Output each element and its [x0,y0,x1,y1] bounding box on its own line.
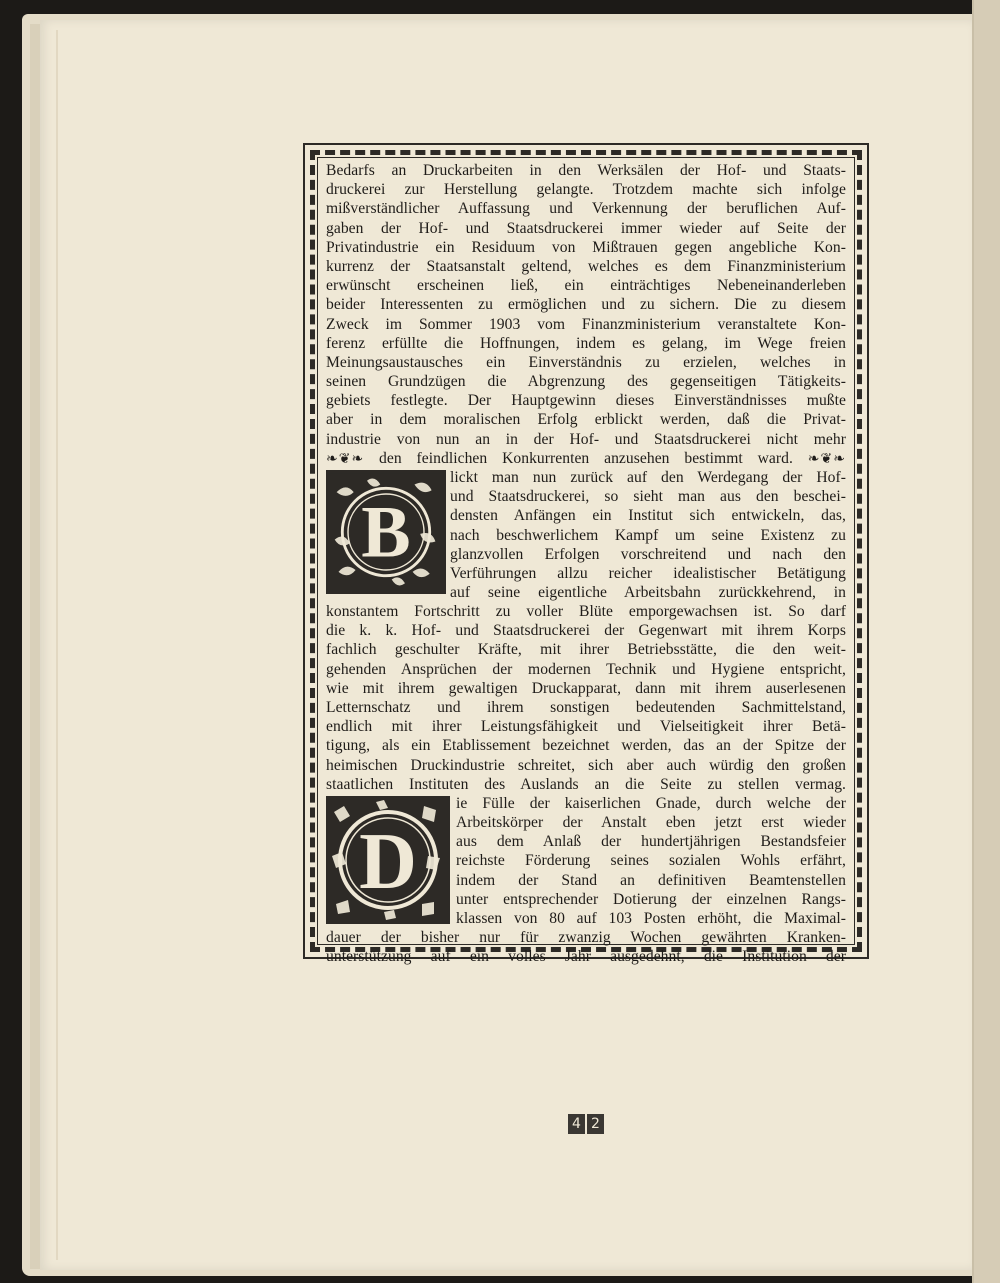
paragraph-bottom [326,928,846,966]
text-line: fachlich geschulter Kräfte, mit ihrer Betriebsstätte, die den weit- [326,641,846,659]
text-line: endlich mit ihrer Leistungsfähigkeit und Vielseitigkeit ihrer Betä- [326,718,846,736]
initial-d-letter: D [359,817,417,906]
text-line: kurrenz der Staatsanstalt geltend, welches es dem Finanzministerium [326,257,846,275]
frame-border-pattern [310,150,862,966]
text-line: und Staatsdruckerei, so sieht man aus den beschei- [450,488,846,506]
ornament-right-icon: ❧❦❧ [807,451,846,467]
gutter-line [972,0,974,1283]
text-line: densten Anfängen ein Institut sich entwickeln, das, [450,507,846,525]
text-line: dauer der bisher nur für zwanzig Wochen gewährten Kranken- [326,928,846,946]
text-line: Zweck im Sommer 1903 vom Finanzministerium veranstaltete Kon- [326,315,846,333]
text-line: heimischen Druckindustrie schreitet, sich aber auch würdig den großen [326,756,846,774]
text-line: unter entsprechender Dotierung der einzelnen Rangs- [456,890,846,908]
text-line: industrie von nun an in der Hof- und Staatsdruckerei nicht mehr [326,430,846,448]
initial-b-ornament [329,473,443,591]
ornament-line-text: den feindlichen Konkurrenten anzusehen bestimmt ward. [379,449,793,467]
paragraph-b [326,468,846,602]
initial-b-letter: B [361,491,411,574]
text-line: reichste Förderung seines sozialen Wohls erfährt, [456,852,846,870]
text-line: wie mit ihrem gewaltigen Druckapparat, dann mit ihrem auserlesenen [326,679,846,697]
text-line: die k. k. Hof- und Staatsdruckerei der Gegenwart mit ihrem Korps [326,622,846,640]
text-line: tigung, als ein Etablissement bezeichnet werden, das an der Spitze der [326,737,846,755]
paragraph-d-lines [456,794,846,928]
text-frame [303,143,869,966]
text-line: konstantem Fortschritt zu voller Blüte emporgewachsen ist. So darf [326,603,846,620]
text-line: ferenz erfüllte die Hoffnungen, indem es gelang, im Wege freien [326,334,846,352]
text-line: aber in dem moralischen Erfolg erblickt werden, daß die Privat- [326,411,846,429]
text-line: gehenden Ansprüchen der modernen Technik und Hygiene entspricht, [326,660,846,678]
paragraph-d [326,794,846,928]
text-line: nach beschwerlichem Kampf um seine Existenz zu [450,526,846,544]
text-line: seinen Grundzügen die Abgrenzung des gegenseitigen Tätigkeits- [326,373,846,391]
text-line: Arbeitskörper der Anstalt eben jetzt erst wieder [456,814,846,832]
text-line: Privatindustrie ein Residuum von Mißtrauen gegen angebliche Kon- [326,238,846,256]
text-line: druckerei zur Herstellung gelangte. Trotzdem machte sich infolge [326,181,846,199]
page-number-digit: 4 [568,1114,585,1134]
text-line: Bedarfs an Druckarbeiten in den Werksälen der Hof- und Staats- [326,162,846,179]
text-line: aus dem Anlaß der hundertjährigen Bestandsfeier [456,833,846,851]
text-column [317,157,855,966]
text-line: Meinungsaustausches ein Einverständnis zu erzielen, welches in [326,353,846,371]
text-line: klassen von 80 auf 103 Posten erhöht, die Maximal- [456,910,846,927]
line-with-ornaments [326,449,846,468]
text-line: erwünscht erscheinen ließ, ein einträchtiges Nebeneinanderleben [326,277,846,295]
paragraph-b-lines [450,468,846,602]
text-line: mißverständlicher Auffassung und Verkennung der beruflichen Auf- [326,200,846,218]
text-line: auf seine eigentliche Arbeitsbahn zurückkehrend, in [450,584,846,602]
ornament-left-icon: ❧❦❧ [326,451,365,467]
text-line: gebiets festlegte. Der Hauptgewinn dieses Einverständnisses mußte [326,392,846,410]
text-line: ie Fülle der kaiserlichen Gnade, durch welche der [456,794,846,812]
paragraph-middle [326,602,846,794]
page-number [568,1114,604,1134]
text-line: Verführungen allzu reicher idealistischer Betätigung [450,564,846,582]
text-line: glanzvollen Erfolgen vorschreitend und nach den [450,545,846,563]
initial-d-ornament [326,796,450,924]
text-line: Letternschatz und ihrem sonstigen bedeutenden Sachmittelstand, [326,698,846,716]
paragraph-top [326,161,846,449]
text-line: indem der Stand an definitiven Beamtenstellen [456,871,846,889]
page-fold-line [56,30,58,1260]
text-line: beider Interessenten zu ermöglichen und zu sichern. Die zu diesem [326,296,846,314]
initial-d-icon [326,796,450,924]
text-line: gaben der Hof- und Staatsdruckerei immer wieder auf Seite der [326,219,846,237]
facing-page-edge [972,0,1000,1283]
initial-b-icon [326,470,446,594]
text-line: unterstützung auf ein volles Jahr ausgedehnt, die Institution der [326,948,846,966]
text-line: staatlichen Instituten des Auslands an die Seite zu stellen vermag. [326,775,846,793]
page-number-digit: 2 [587,1114,604,1134]
text-line: lickt man nun zurück auf den Werdegang der Hof- [450,469,846,486]
